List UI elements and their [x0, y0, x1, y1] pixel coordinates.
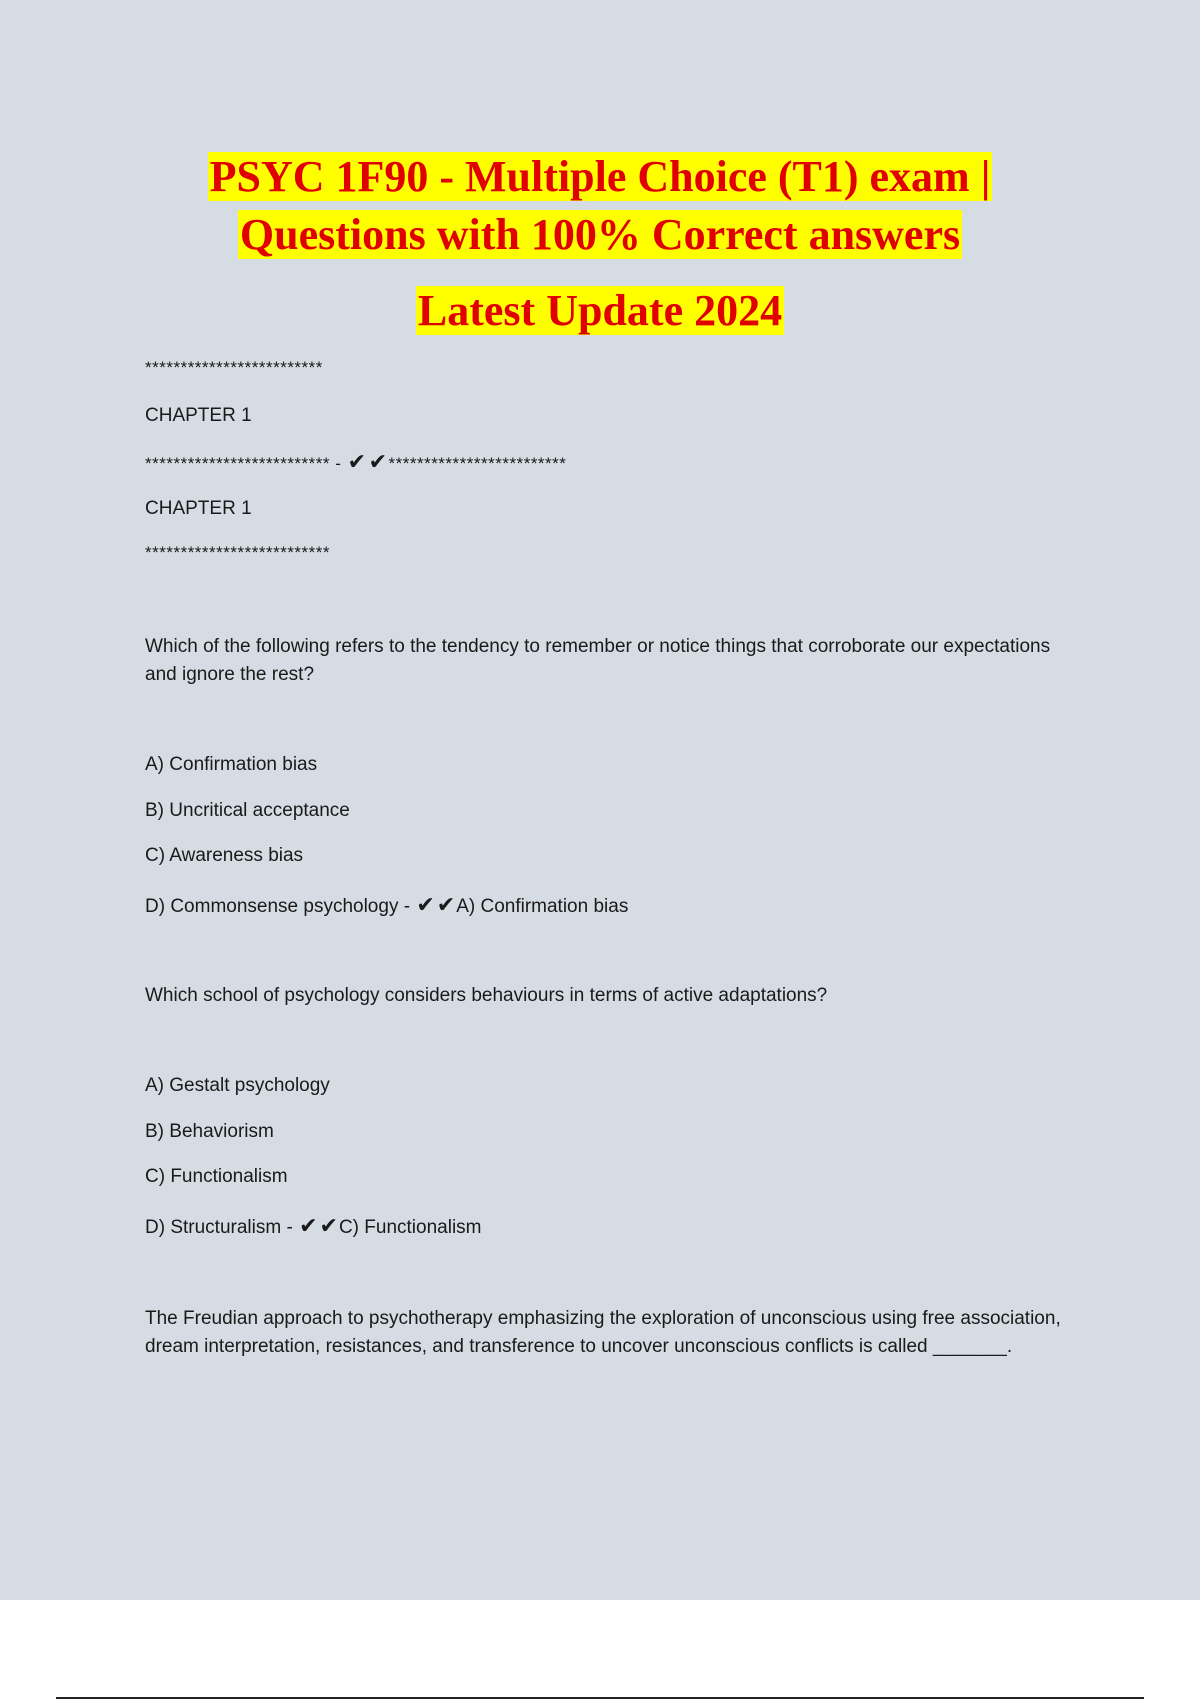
answer-option: B) Uncritical acceptance — [145, 800, 350, 821]
title-line-1: PSYC 1F90 - Multiple Choice (T1) exam | — [209, 152, 991, 201]
answer-option: D) Structuralism - — [145, 1217, 293, 1238]
check-icon: ✔ — [347, 450, 367, 475]
footer-divider — [56, 1697, 1144, 1699]
chapter-heading: CHAPTER 1 — [145, 498, 252, 519]
check-icon: ✔ — [319, 1214, 338, 1239]
answer-option-with-key — [145, 1214, 482, 1239]
dash-separator: - — [330, 454, 347, 473]
check-icon: ✔ — [299, 1214, 318, 1239]
star-divider-right: ************************* — [388, 454, 567, 473]
document-title — [0, 148, 1200, 340]
title-line-3: Latest Update 2024 — [417, 286, 783, 335]
question-text: The Freudian approach to psychotherapy emphasizing the exploration of unconscious using free association, dream interpretation, resistances, and transference to uncover unconscious conflicts is called _______. — [145, 1308, 1061, 1357]
check-icon: ✔ — [416, 893, 435, 918]
title-line-2: Questions with 100% Correct answers — [239, 210, 961, 259]
correct-answer: A) Confirmation bias — [456, 896, 629, 917]
answer-option: C) Functionalism — [145, 1166, 288, 1187]
star-divider-with-checks — [145, 450, 566, 475]
answer-option: A) Gestalt psychology — [145, 1075, 330, 1096]
answer-option: D) Commonsense psychology - — [145, 896, 411, 917]
correct-answer: C) Functionalism — [338, 1217, 482, 1238]
answer-option: A) Confirmation bias — [145, 754, 318, 775]
answer-option: B) Behaviorism — [145, 1121, 274, 1142]
star-divider: ************************* — [145, 358, 323, 377]
star-divider: ************************** — [145, 543, 331, 562]
question-text: Which of the following refers to the tendency to remember or notice things that corroborate our expectations and ignore the rest? — [145, 636, 1051, 685]
star-divider-left: ************************** — [145, 454, 331, 473]
check-icon: ✔ — [368, 450, 388, 475]
answer-option: C) Awareness bias — [145, 845, 304, 866]
answer-option-with-key — [145, 893, 628, 918]
question-text: Which school of psychology considers behaviours in terms of active adaptations? — [145, 985, 828, 1006]
check-icon: ✔ — [436, 893, 456, 918]
chapter-heading: CHAPTER 1 — [145, 405, 252, 426]
